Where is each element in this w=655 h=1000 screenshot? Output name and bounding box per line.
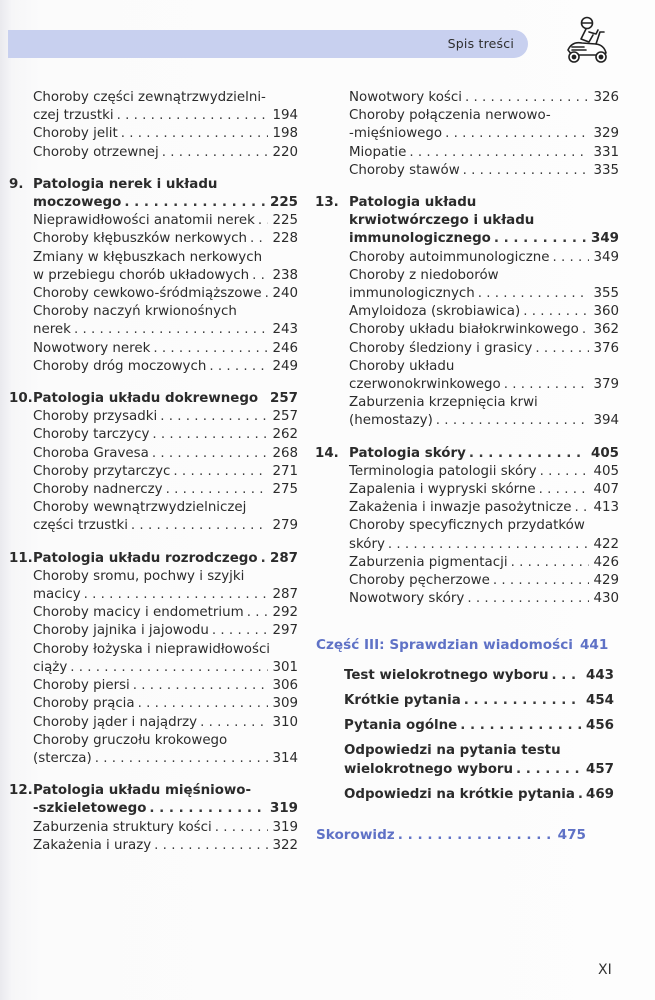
entry-title: Choroby jelit bbox=[33, 126, 118, 142]
entry-title: Odpowiedzi na krótkie pytania bbox=[344, 786, 575, 802]
page-ref: 271 bbox=[272, 463, 298, 479]
entry-title: Choroby nadnerczy bbox=[33, 482, 163, 498]
toc-part[interactable] bbox=[316, 826, 586, 844]
entry-title: skóry bbox=[349, 536, 385, 552]
entry-title: Część III: Sprawdzian wiadomości bbox=[316, 637, 573, 654]
dot-leader bbox=[160, 408, 268, 426]
entry-title: Patologia układu rozrodczego bbox=[33, 550, 258, 566]
page-ref: 422 bbox=[593, 536, 619, 552]
dot-leader bbox=[465, 89, 589, 107]
toc-entry[interactable] bbox=[0, 641, 298, 677]
toc-entry[interactable] bbox=[0, 837, 298, 855]
dot-leader bbox=[478, 285, 589, 303]
page-ref: 405 bbox=[591, 445, 619, 461]
toc-entry[interactable] bbox=[0, 714, 298, 732]
toc-entry[interactable] bbox=[0, 426, 298, 444]
toc-entry[interactable] bbox=[316, 499, 619, 517]
toc-entry[interactable] bbox=[316, 572, 619, 590]
entry-title: Nowotwory skóry bbox=[349, 591, 465, 607]
dot-leader bbox=[162, 144, 268, 162]
dot-leader bbox=[258, 212, 268, 230]
entry-title-line: Zaburzenia krzepnięcia krwi bbox=[349, 395, 538, 411]
toc-entry[interactable] bbox=[316, 358, 619, 394]
toc-entry[interactable] bbox=[316, 162, 619, 180]
toc-entry[interactable] bbox=[316, 517, 619, 553]
dot-leader bbox=[582, 321, 589, 339]
dot-leader bbox=[149, 800, 266, 818]
entry-title: macicy bbox=[33, 587, 81, 603]
dot-leader bbox=[445, 125, 589, 143]
page-ref: 441 bbox=[579, 637, 609, 654]
page-ref: 275 bbox=[272, 482, 298, 498]
page-ref: 257 bbox=[272, 409, 298, 425]
page-ref: 443 bbox=[586, 667, 614, 683]
chapter-number: 10. bbox=[9, 391, 33, 407]
page-ref: 413 bbox=[593, 500, 619, 516]
page-ref: 287 bbox=[272, 587, 298, 603]
toc-entry[interactable] bbox=[0, 604, 298, 622]
toc-entry[interactable] bbox=[316, 394, 619, 430]
entry-title: Choroby stawów bbox=[349, 162, 460, 178]
toc-entry[interactable] bbox=[316, 590, 619, 608]
page-ref: 456 bbox=[586, 718, 614, 734]
dot-leader bbox=[209, 358, 268, 376]
toc-chapter[interactable] bbox=[316, 445, 619, 463]
entry-title: Choroby otrzewnej bbox=[33, 144, 159, 160]
dot-leader bbox=[504, 376, 589, 394]
entry-title-line: Choroby układu bbox=[349, 358, 455, 374]
toc-entry[interactable] bbox=[316, 249, 619, 267]
page-ref: 319 bbox=[270, 801, 298, 817]
entry-title: Miopatie bbox=[349, 144, 407, 160]
entry-title: wielokrotnego wyboru bbox=[344, 761, 514, 777]
page-ref: 322 bbox=[272, 837, 298, 853]
entry-title-line: Choroby specyficznych przydatków bbox=[349, 518, 585, 534]
page-ref: 306 bbox=[272, 678, 298, 694]
page-ref: 331 bbox=[593, 144, 619, 160]
toc-entry[interactable] bbox=[316, 786, 614, 804]
entry-title: Zakażenia i inwazje pasożytnicze bbox=[349, 500, 572, 516]
toc-entry[interactable] bbox=[316, 463, 619, 481]
entry-title-line: Patologia układu mięśniowo- bbox=[33, 783, 252, 799]
toc-right-column bbox=[315, 89, 619, 844]
page-ref: 469 bbox=[586, 786, 614, 802]
dot-leader bbox=[540, 463, 589, 481]
page-ref: 362 bbox=[593, 322, 619, 338]
toc-entry[interactable] bbox=[0, 212, 298, 230]
entry-title: Zakażenia i urazy bbox=[33, 837, 152, 853]
dot-leader bbox=[117, 107, 268, 125]
toc-entry[interactable] bbox=[0, 819, 298, 837]
page-ref: 405 bbox=[593, 463, 619, 479]
toc-entry[interactable] bbox=[0, 340, 298, 358]
dot-leader bbox=[153, 340, 268, 358]
entry-title: immunologicznych bbox=[349, 286, 475, 302]
toc-entry[interactable] bbox=[0, 695, 298, 713]
dot-leader bbox=[166, 481, 268, 499]
entry-title: Choroby autoimmunologiczne bbox=[349, 249, 550, 265]
page-ref: 198 bbox=[272, 126, 298, 142]
toc-entry[interactable] bbox=[0, 144, 298, 162]
entry-title: czerwonokrwinkowego bbox=[349, 377, 501, 393]
entry-title: Choroby dróg moczowych bbox=[33, 358, 207, 374]
entry-title: Choroba Gravesa bbox=[33, 445, 149, 461]
dot-leader bbox=[463, 162, 589, 180]
toc-entry[interactable] bbox=[0, 568, 298, 604]
entry-title: Choroby kłębuszków nerkowych bbox=[33, 231, 248, 247]
toc-chapter[interactable] bbox=[0, 390, 298, 408]
dot-leader bbox=[516, 761, 582, 779]
page-ref: 279 bbox=[272, 518, 298, 534]
page-ref: 376 bbox=[593, 340, 619, 356]
dot-leader bbox=[464, 692, 582, 710]
page-ref: 220 bbox=[272, 144, 298, 160]
toc-entry[interactable] bbox=[316, 107, 619, 143]
chapter-number: 12. bbox=[9, 783, 33, 799]
dot-leader bbox=[467, 590, 589, 608]
page-ref: 314 bbox=[272, 750, 298, 766]
toc-entry[interactable] bbox=[0, 732, 298, 768]
dot-leader bbox=[74, 321, 268, 339]
entry-title-line: Zmiany w kłębuszkach nerkowych bbox=[33, 249, 263, 265]
entry-title: -szkieletowego bbox=[33, 801, 147, 817]
entry-title: w przebiegu chorób układowych bbox=[33, 267, 250, 283]
entry-title-line: Choroby łożyska i nieprawidłowości bbox=[33, 641, 271, 657]
entry-title: Choroby przytarczyc bbox=[33, 463, 171, 479]
page-ref: 240 bbox=[272, 286, 298, 302]
entry-title: Patologia układu dokrewnego bbox=[33, 391, 259, 407]
dot-leader bbox=[388, 536, 589, 554]
entry-title: Choroby cewkowo-śródmiąższowe bbox=[33, 286, 262, 302]
dot-leader bbox=[70, 659, 268, 677]
dot-leader bbox=[154, 837, 268, 855]
entry-title-line: Choroby części zewnątrzwydzielni- bbox=[33, 90, 266, 105]
page-ref: 379 bbox=[593, 377, 619, 393]
toc-entry[interactable] bbox=[0, 481, 298, 499]
dot-leader bbox=[252, 267, 268, 285]
page-ref: 454 bbox=[586, 692, 614, 708]
dot-leader bbox=[261, 550, 266, 568]
page-ref: 225 bbox=[270, 195, 298, 211]
page-ref: 310 bbox=[272, 714, 298, 730]
page-ref: 326 bbox=[593, 90, 619, 105]
dot-leader bbox=[409, 144, 589, 162]
dot-leader bbox=[523, 303, 589, 321]
dot-leader bbox=[535, 340, 589, 358]
page-ref: 297 bbox=[272, 623, 298, 639]
dot-leader bbox=[138, 695, 268, 713]
chapter-number: 13. bbox=[315, 195, 339, 211]
dot-leader bbox=[398, 826, 554, 844]
toc-chapter[interactable] bbox=[0, 782, 298, 818]
entry-title: Terminologia patologii skóry bbox=[349, 463, 537, 479]
toc-entry[interactable] bbox=[316, 303, 619, 321]
page-ref: 225 bbox=[272, 213, 298, 229]
page-ref: 429 bbox=[593, 573, 619, 589]
entry-title: części trzustki bbox=[33, 518, 128, 534]
entry-title: ciąży bbox=[33, 659, 68, 675]
toc-entry[interactable] bbox=[0, 408, 298, 426]
page-ref: 360 bbox=[593, 304, 619, 320]
entry-title: Test wielokrotnego wyboru bbox=[344, 667, 549, 683]
page-ref: 335 bbox=[593, 162, 619, 178]
toc-entry[interactable] bbox=[316, 667, 614, 685]
entry-title: Krótkie pytania bbox=[344, 692, 461, 708]
dot-leader bbox=[494, 230, 587, 248]
dot-leader bbox=[436, 412, 589, 430]
entry-title: Choroby piersi bbox=[33, 678, 130, 694]
toc-entry[interactable] bbox=[0, 677, 298, 695]
page-number: XI bbox=[598, 962, 612, 978]
running-header-title: Spis treści bbox=[447, 36, 514, 51]
page-ref: 268 bbox=[272, 445, 298, 461]
page-ref: 194 bbox=[272, 108, 298, 124]
page-ref: 243 bbox=[272, 322, 298, 338]
entry-title-line: Choroby sromu, pochwy i szyjki bbox=[33, 568, 245, 584]
entry-title: Nieprawidłowości anatomii nerek bbox=[33, 213, 255, 229]
page-ref: 349 bbox=[593, 249, 619, 265]
page-ref: 257 bbox=[270, 391, 298, 407]
page-ref: 457 bbox=[586, 761, 614, 777]
entry-title: czej trzustki bbox=[33, 108, 114, 124]
dot-leader bbox=[511, 554, 589, 572]
dot-leader bbox=[460, 717, 582, 735]
running-header-band bbox=[8, 30, 528, 58]
entry-title-line: Choroby naczyń krwionośnych bbox=[33, 304, 237, 320]
dot-leader bbox=[493, 572, 589, 590]
dot-leader bbox=[247, 604, 268, 622]
entry-title-line: Choroby wewnątrzwydzielniczej bbox=[33, 500, 247, 516]
dot-leader bbox=[469, 445, 587, 463]
page-ref: 228 bbox=[272, 231, 298, 247]
entry-title-line: Choroby z niedoborów bbox=[349, 267, 499, 283]
entry-title: Choroby jąder i najądrzy bbox=[33, 714, 198, 730]
page-ref: 238 bbox=[272, 267, 298, 283]
entry-title: Skorowidz bbox=[316, 826, 395, 843]
entry-title: Nowotwory kości bbox=[349, 90, 462, 105]
entry-title-line: Choroby gruczołu krokowego bbox=[33, 732, 228, 748]
toc-entry[interactable] bbox=[0, 499, 298, 535]
toc-entry[interactable] bbox=[316, 144, 619, 162]
page-ref: 319 bbox=[272, 819, 298, 835]
dot-leader bbox=[152, 426, 268, 444]
dot-leader bbox=[121, 125, 268, 143]
dot-leader bbox=[95, 750, 268, 768]
dot-leader bbox=[173, 463, 268, 481]
entry-title: Zaburzenia pigmentacji bbox=[349, 554, 508, 570]
toc-entry[interactable] bbox=[316, 742, 614, 778]
page-ref: 249 bbox=[272, 358, 298, 374]
toc-entry[interactable] bbox=[316, 692, 614, 710]
page-ref: 407 bbox=[593, 482, 619, 498]
entry-title: (stercza) bbox=[33, 750, 92, 766]
toc-entry[interactable] bbox=[0, 89, 298, 125]
page-ref: 349 bbox=[591, 231, 619, 247]
toc-entry[interactable] bbox=[316, 340, 619, 358]
dot-leader bbox=[200, 714, 268, 732]
toc-chapter[interactable] bbox=[0, 176, 298, 212]
toc-left-column bbox=[0, 89, 300, 855]
dot-leader bbox=[552, 667, 583, 685]
chapter-number: 9. bbox=[9, 176, 24, 192]
dot-leader bbox=[575, 499, 589, 517]
toc-part[interactable] bbox=[316, 636, 609, 654]
toc-entry[interactable] bbox=[316, 481, 619, 499]
entry-title: Choroby tarczycy bbox=[33, 427, 150, 443]
toc-entry[interactable] bbox=[0, 125, 298, 143]
entry-title: Choroby prącia bbox=[33, 696, 135, 712]
page-ref: 394 bbox=[593, 413, 619, 429]
toc-entry[interactable] bbox=[316, 321, 619, 339]
dot-leader bbox=[539, 481, 589, 499]
dot-leader bbox=[124, 194, 266, 212]
entry-title: Choroby jajnika i jajowodu bbox=[33, 623, 209, 639]
entry-title: Choroby przysadki bbox=[33, 409, 158, 425]
entry-title-line: Choroby połączenia nerwowo- bbox=[349, 108, 551, 124]
toc-entry[interactable] bbox=[316, 89, 619, 107]
page-ref: 287 bbox=[270, 550, 298, 566]
dot-leader bbox=[212, 622, 268, 640]
entry-title: -mięśniowego bbox=[349, 126, 443, 142]
page-ref: 430 bbox=[593, 591, 619, 607]
entry-title: (hemostazy) bbox=[349, 413, 433, 429]
page-ref: 309 bbox=[272, 696, 298, 712]
toc-entry[interactable] bbox=[316, 267, 619, 303]
dot-leader bbox=[552, 249, 589, 267]
entry-title: Patologia skóry bbox=[349, 445, 466, 461]
page-ref: 301 bbox=[272, 659, 298, 675]
page-ref: 355 bbox=[593, 286, 619, 302]
entry-title: Choroby pęcherzowe bbox=[349, 573, 490, 589]
entry-title-line: Patologia układu bbox=[349, 195, 477, 211]
page-ref: 475 bbox=[557, 826, 586, 843]
toc-entry[interactable] bbox=[0, 230, 298, 248]
entry-title: Zaburzenia struktury kości bbox=[33, 819, 212, 835]
dot-leader bbox=[250, 230, 268, 248]
entry-title: immunologicznego bbox=[349, 231, 491, 247]
toc-entry[interactable] bbox=[0, 358, 298, 376]
chapter-number: 14. bbox=[315, 445, 339, 461]
entry-title: Choroby układu białokrwinkowego bbox=[349, 322, 579, 338]
entry-title: nerek bbox=[33, 322, 71, 338]
page-ref: 426 bbox=[593, 554, 619, 570]
dot-leader bbox=[133, 677, 268, 695]
toc-entry[interactable] bbox=[0, 445, 298, 463]
dot-leader bbox=[84, 586, 268, 604]
entry-title-line: Patologia nerek i układu bbox=[33, 176, 218, 192]
entry-title: Nowotwory nerek bbox=[33, 340, 151, 356]
entry-title: Amyloidoza (skrobiawica) bbox=[349, 304, 521, 320]
entry-title: Choroby śledziony i grasicy bbox=[349, 340, 533, 356]
page-ref: 246 bbox=[272, 340, 298, 356]
entry-title: Zapalenia i wypryski skórne bbox=[349, 482, 536, 498]
entry-title: Pytania ogólne bbox=[344, 718, 458, 734]
entry-title-line: Odpowiedzi na pytania testu bbox=[344, 743, 561, 759]
toc-chapter[interactable] bbox=[0, 550, 298, 568]
entry-title-line: krwiotwórczego i układu bbox=[349, 213, 535, 229]
page-ref: 329 bbox=[593, 126, 619, 142]
toc-entry[interactable] bbox=[0, 303, 298, 339]
dot-leader bbox=[215, 819, 268, 837]
entry-title: moczowego bbox=[33, 195, 122, 211]
toc-chapter[interactable] bbox=[316, 194, 619, 249]
chapter-number: 11. bbox=[9, 550, 33, 566]
toc-entry[interactable] bbox=[316, 717, 614, 735]
entry-title: Choroby macicy i endometrium bbox=[33, 605, 244, 621]
scooter-rider-icon bbox=[560, 14, 612, 66]
dot-leader bbox=[152, 445, 268, 463]
dot-leader bbox=[265, 285, 268, 303]
page-ref: 292 bbox=[272, 605, 298, 621]
dot-leader bbox=[578, 786, 582, 804]
toc-entry[interactable] bbox=[316, 554, 619, 572]
page-ref: 262 bbox=[272, 427, 298, 443]
toc-entry[interactable] bbox=[0, 463, 298, 481]
toc-entry[interactable] bbox=[0, 622, 298, 640]
toc-entry[interactable] bbox=[0, 249, 298, 285]
dot-leader bbox=[131, 517, 268, 535]
toc-entry[interactable] bbox=[0, 285, 298, 303]
